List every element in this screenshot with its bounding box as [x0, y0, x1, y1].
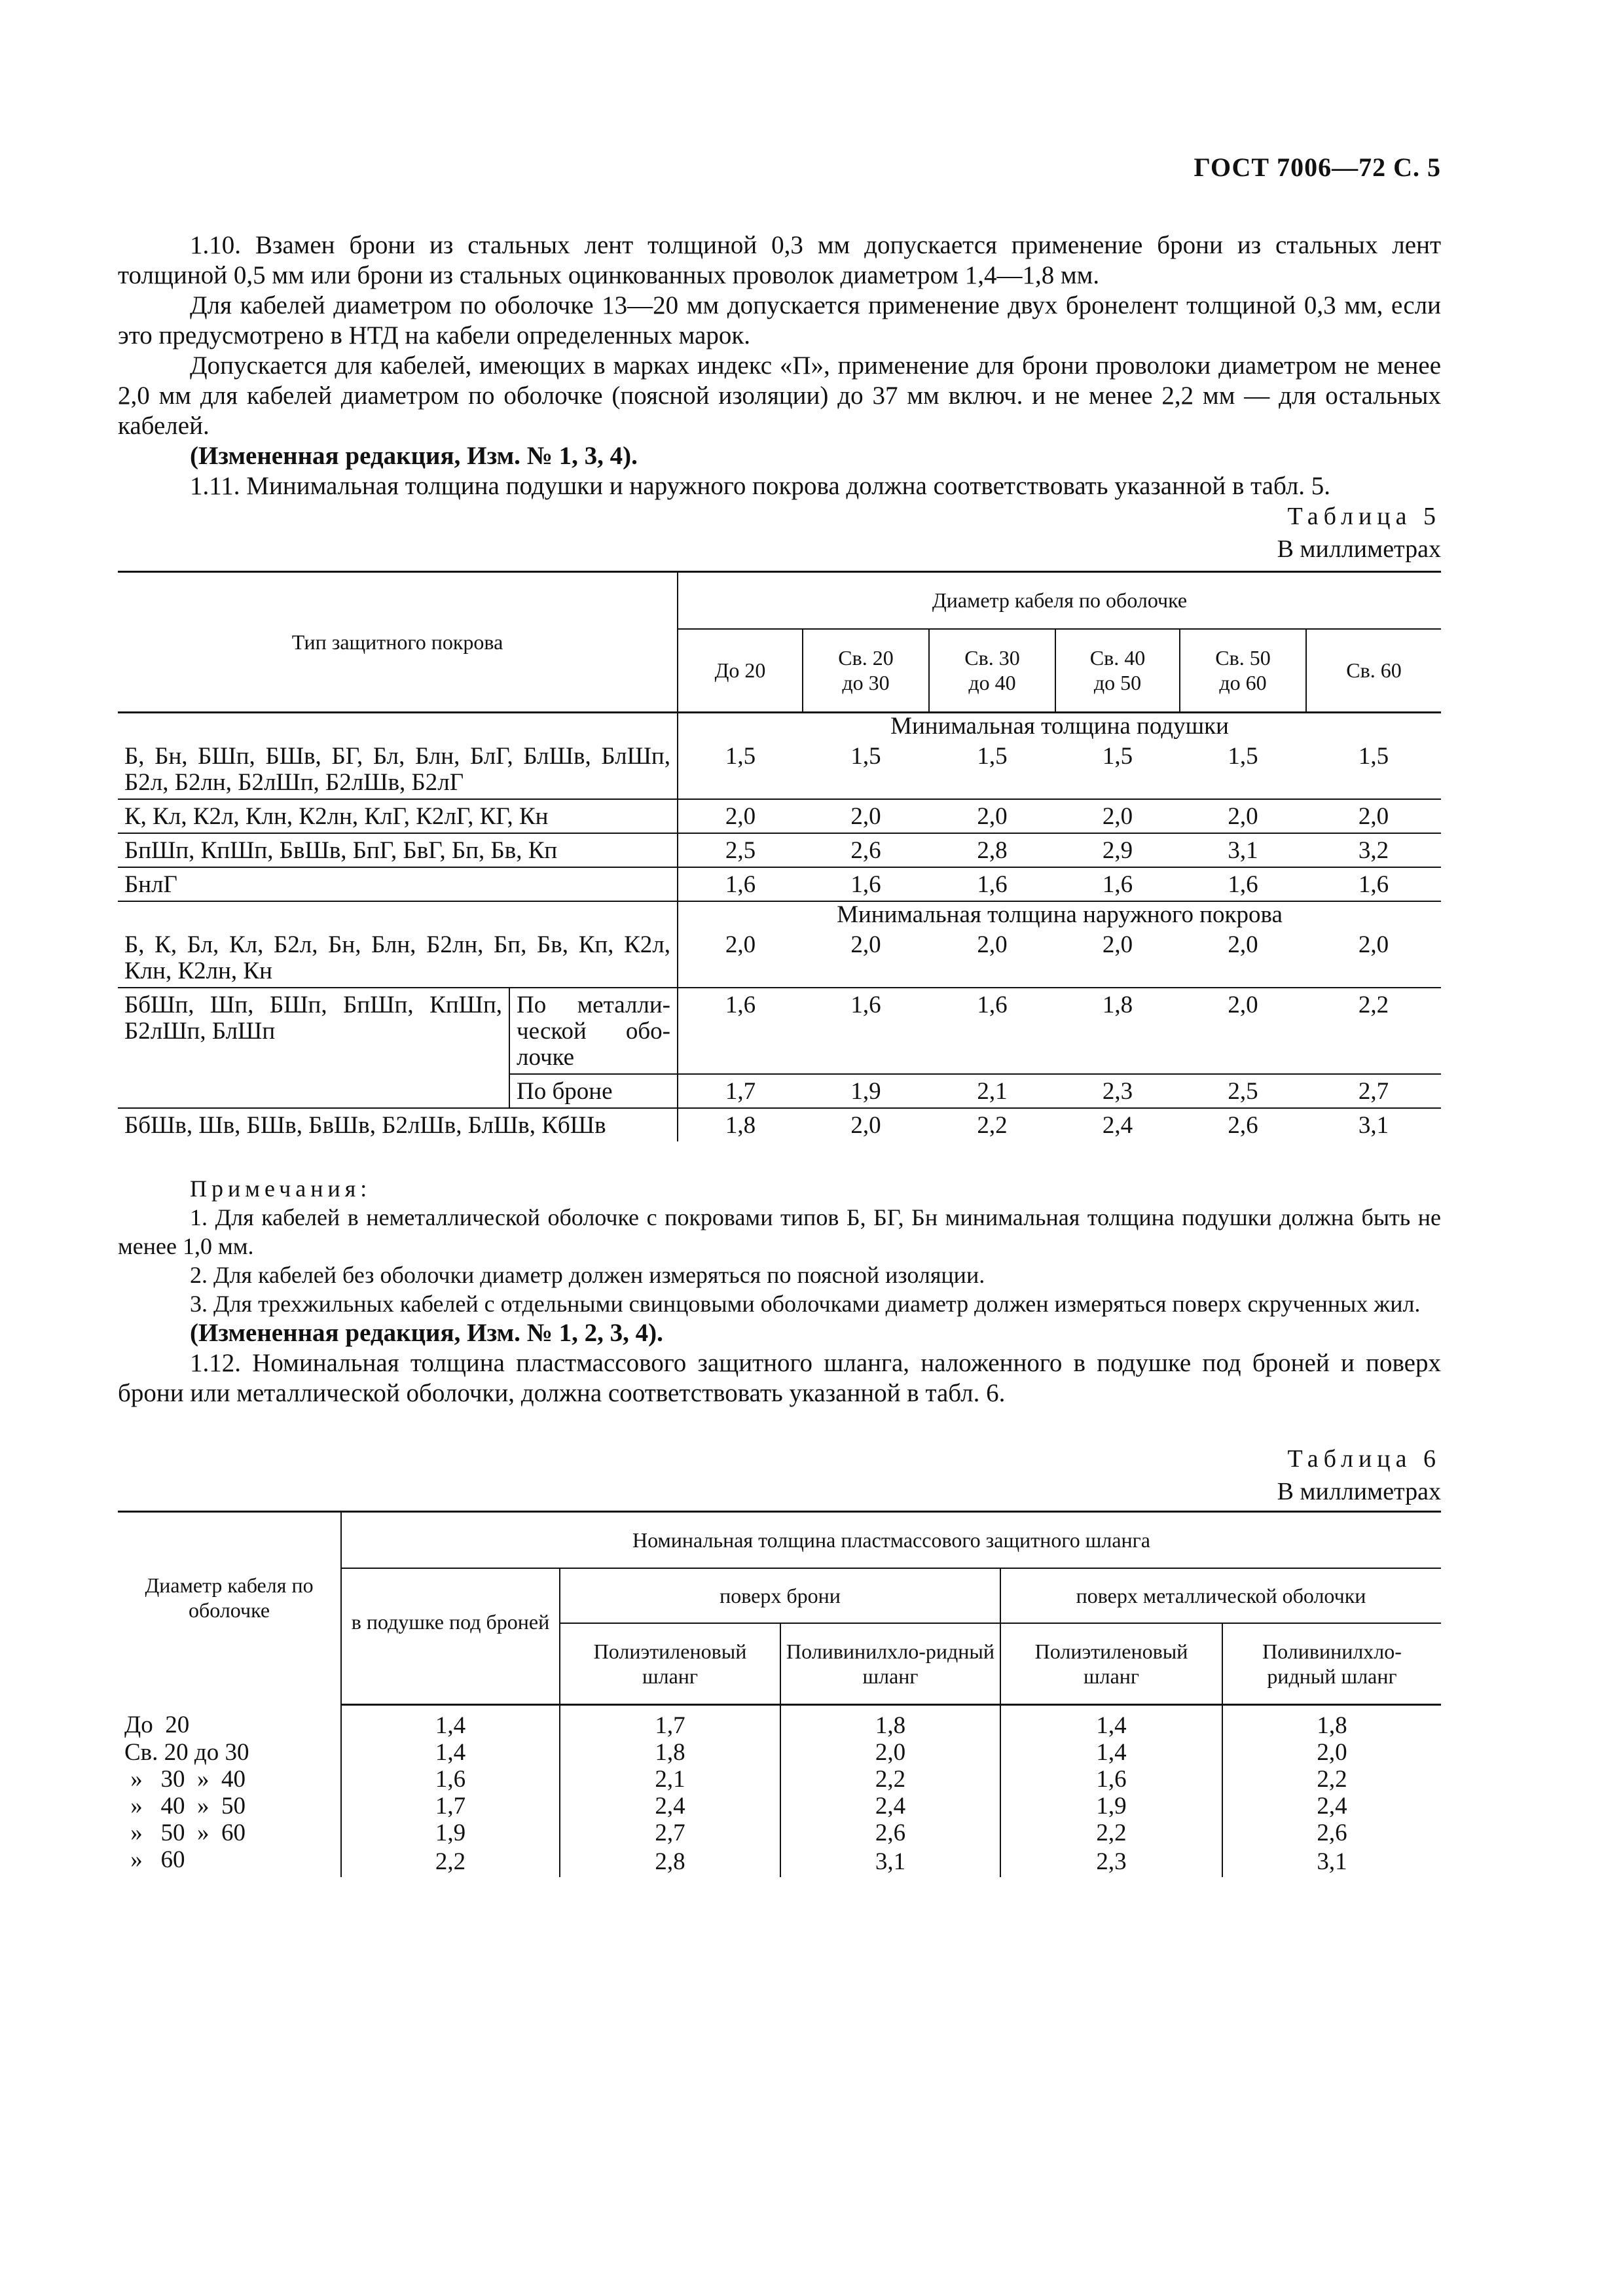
- table6-cell: 1,9: [1000, 1793, 1222, 1820]
- amendment-note-1: (Измененная редакция, Изм. № 1, 3, 4).: [190, 442, 638, 470]
- table6-cell: 2,4: [560, 1793, 780, 1820]
- table6-cell: 2,1: [560, 1766, 780, 1793]
- table5-cell: 2,3: [1102, 1078, 1133, 1105]
- table5-section-outer: Минимальная толщина наружного покрова: [678, 901, 1441, 928]
- paragraph-1-11: 1.11. Минимальная толщина подушки и наружного покрова должна соответствовать указанной в табл. 5.: [190, 472, 1331, 500]
- table5-row-subtype: По металли-ческой обо-лочке: [509, 988, 678, 1074]
- table6-units: В миллиметрах: [1277, 1478, 1441, 1505]
- table5-cell: 2,0: [977, 803, 1008, 830]
- table6-cell: 2,2: [780, 1766, 1000, 1793]
- table5-units: В миллиметрах: [1277, 535, 1441, 563]
- table6-header-armor: поверх брони: [560, 1568, 1000, 1623]
- table6-cell: 1,4: [341, 1705, 560, 1740]
- table5-cell: 3,1: [1228, 837, 1258, 864]
- table5-cell: 2,2: [977, 1112, 1008, 1139]
- table5-cell: 1,8: [678, 1108, 803, 1141]
- table-5: [118, 571, 1441, 1141]
- table5-cell: 2,5: [678, 833, 803, 867]
- table5-cell: 1,5: [977, 743, 1008, 770]
- table5-subheader: Св. 20 до 30: [803, 629, 929, 713]
- table5-cell: 3,1: [1358, 1112, 1389, 1139]
- table6-cell: 1,8: [780, 1705, 1000, 1740]
- table5-cell: 2,6: [1228, 1112, 1258, 1139]
- table5-cell: 1,8: [1102, 992, 1133, 1018]
- table5-cell: 1,6: [678, 867, 803, 901]
- table6-cell: 1,9: [341, 1820, 560, 1846]
- table5-cell: 1,6: [1102, 871, 1133, 898]
- table6-cell: 1,4: [1000, 1705, 1222, 1740]
- table5-cell: 1,7: [678, 1074, 803, 1108]
- table5-cell: 1,5: [1102, 743, 1133, 770]
- table6-cell: 2,0: [780, 1739, 1000, 1766]
- document-body: [118, 230, 1441, 1877]
- table6-subheader: Поливинилхло-ридный шланг: [780, 1623, 1000, 1705]
- table6-cell: 3,1: [1222, 1846, 1441, 1877]
- table5-cell: 2,0: [1228, 931, 1258, 958]
- table5-cell: 2,0: [977, 931, 1008, 958]
- table6-subheader: Полиэтиленовый шланг: [560, 1623, 780, 1705]
- table5-header-type: Тип защитного покрова: [118, 572, 678, 713]
- table5-cell: 2,0: [1102, 803, 1133, 830]
- table5-subheader: До 20: [678, 629, 803, 713]
- table6-header-metal: поверх металлической оболочки: [1000, 1568, 1441, 1623]
- table5-cell: 2,8: [977, 837, 1008, 864]
- table6-subheader: Полиэтиленовый шланг: [1000, 1623, 1222, 1705]
- table5-cell: 1,5: [1228, 743, 1258, 770]
- table6-header-diameter: Диаметр кабеля по оболочке: [118, 1512, 341, 1705]
- table6-subheader: Поливинилхло-ридный шланг: [1222, 1623, 1441, 1705]
- table5-cell: 1,6: [977, 992, 1008, 1018]
- table6-row-diameter: » 50 » 60: [124, 1820, 246, 1846]
- table6-cell: 1,4: [341, 1739, 560, 1766]
- table5-caption: Таблица 5: [1287, 503, 1441, 530]
- table5-subheader: Св. 40 до 50: [1055, 629, 1180, 713]
- table5-cell: 1,6: [977, 871, 1008, 898]
- table6-cell: 1,4: [1000, 1739, 1222, 1766]
- table5-cell: 2,0: [1358, 931, 1389, 958]
- note-item: 3. Для трехжильных кабелей с отдельными свинцовыми оболочками диаметр должен измеряться поверх скрученных жил.: [190, 1291, 1421, 1317]
- table5-cell: 2,0: [850, 931, 881, 958]
- table5-cell: 1,6: [850, 871, 881, 898]
- table5-row-type: Б, Бн, БШп, БШв, БГ, Бл, Блн, БлГ, БлШв, БлШп, Б2л, Б2лн, Б2лШп, Б2лШв, Б2лГ: [124, 743, 670, 796]
- paragraph-1-10: 1.10. Взамен брони из стальных лент толщиной 0,3 мм допускается применение брони из стальных лент толщиной 0,5 мм или брони из стальных оцинкованных проволок диаметром 1,4—1,8 мм.: [118, 231, 1441, 289]
- table6-row-diameter: » 40 » 50: [124, 1793, 246, 1820]
- table5-subheader: Св. 30 до 40: [929, 629, 1055, 713]
- table5-cell: 2,0: [1228, 803, 1258, 830]
- table5-row-type: БбШп, Шп, БШп, БпШп, КпШп, Б2лШп, БлШп: [118, 988, 509, 1108]
- table6-row-diameter: » 30 » 40: [124, 1766, 246, 1793]
- table6-cell: 2,6: [1222, 1820, 1441, 1846]
- table6-cell: 2,3: [1000, 1846, 1222, 1877]
- table6-cell: 1,8: [560, 1739, 780, 1766]
- table6-cell: 2,4: [780, 1793, 1000, 1820]
- table5-subheader: Св. 60: [1306, 629, 1441, 713]
- table6-cell: 1,7: [560, 1705, 780, 1740]
- table5-row-type: Б, К, Бл, Кл, Б2л, Бн, Блн, Б2лн, Бп, Бв, Кп, К2л, Клн, К2лн, Кн: [124, 931, 670, 984]
- table5-row-type: БнлГ: [124, 871, 177, 898]
- table5-cell: 2,4: [1102, 1112, 1133, 1139]
- table6-cell: 2,2: [1000, 1820, 1222, 1846]
- table5-cell: 2,7: [1358, 1078, 1389, 1105]
- amendment-note-2: (Измененная редакция, Изм. № 1, 2, 3, 4).: [190, 1319, 663, 1347]
- table6-cell: 1,7: [341, 1793, 560, 1820]
- table5-cell: 1,6: [678, 988, 803, 1074]
- table5-row-subtype: По броне: [509, 1074, 678, 1108]
- table5-cell: 2,0: [678, 799, 803, 833]
- table6-cell: 1,6: [341, 1766, 560, 1793]
- table5-cell: 1,6: [1358, 871, 1389, 898]
- table5-cell: 2,2: [1358, 992, 1389, 1018]
- table6-row-diameter: Св. 20 до 30: [124, 1739, 249, 1766]
- table6-cell: 2,0: [1222, 1739, 1441, 1766]
- table6-cell: 3,1: [780, 1846, 1000, 1877]
- table-6: [118, 1511, 1441, 1877]
- table5-cell: 1,5: [850, 743, 881, 770]
- table5-row-type: БпШп, КпШп, БвШв, БпГ, БвГ, Бп, Бв, Кп: [124, 837, 558, 864]
- table6-cell: 2,8: [560, 1846, 780, 1877]
- table5-cell: 3,2: [1358, 837, 1389, 864]
- paragraph-1-12: 1.12. Номинальная толщина пластмассового защитного шланга, наложенного в подушке под броней и поверх брони или металлической оболочки, должна соответствовать указанной в табл. 6.: [118, 1349, 1441, 1407]
- table6-header-nominal: Номинальная толщина пластмассового защитного шланга: [341, 1512, 1441, 1569]
- table6-cell: 2,6: [780, 1820, 1000, 1846]
- table6-caption: Таблица 6: [1287, 1445, 1441, 1473]
- table5-header-diameter: Диаметр кабеля по оболочке: [678, 572, 1441, 629]
- table5-cell: 2,0: [1102, 931, 1133, 958]
- paragraph-1-10-b: Для кабелей диаметром по оболочке 13—20 мм допускается применение двух бронелент толщиной 0,3 мм, если это предусмотрено в НТД на кабели определенных марок.: [118, 291, 1441, 350]
- table5-row-type: К, Кл, К2л, Клн, К2лн, КлГ, К2лГ, КГ, Кн: [124, 803, 549, 830]
- table5-cell: 1,6: [850, 992, 881, 1018]
- table5-subheader: Св. 50 до 60: [1180, 629, 1306, 713]
- table5-cell: 2,9: [1102, 837, 1133, 864]
- table5-cell: 2,1: [977, 1078, 1008, 1105]
- table5-cell: 2,5: [1228, 1078, 1258, 1105]
- notes-title: Примечания:: [190, 1175, 372, 1202]
- table5-cell: 2,0: [850, 1112, 881, 1139]
- table5-cell: 2,0: [678, 928, 803, 988]
- table6-cell: 2,4: [1222, 1793, 1441, 1820]
- table6-row-diameter: » 60: [124, 1846, 185, 1873]
- table5-cell: 2,6: [850, 837, 881, 864]
- notes: [118, 1174, 1441, 1318]
- table5-cell: 1,5: [678, 740, 803, 799]
- table5-row-type: БбШв, Шв, БШв, БвШв, Б2лШв, БлШв, КбШв: [124, 1112, 606, 1139]
- table5-cell: 1,6: [1228, 871, 1258, 898]
- table5-cell: 1,9: [850, 1078, 881, 1105]
- table6-cell: 2,2: [1222, 1766, 1441, 1793]
- table6-cell: 2,2: [341, 1846, 560, 1877]
- table5-cell: 1,5: [1358, 743, 1389, 770]
- paragraph-1-10-c: Допускается для кабелей, имеющих в марках индекс «П», применение для брони проволоки диаметром не менее 2,0 мм для кабелей диаметром по оболочке (поясной изоляции) до 37 мм включ. и не менее 2,2 мм — для остальных кабелей.: [118, 351, 1441, 440]
- note-item: 1. Для кабелей в неметаллической оболочке с покровами типов Б, БГ, Бн минимальная толщина подушки должна быть не менее 1,0 мм.: [118, 1204, 1441, 1259]
- table6-header-cushion: в подушке под броней: [341, 1568, 560, 1705]
- table6-row-diameter: До 20: [124, 1712, 190, 1739]
- note-item: 2. Для кабелей без оболочки диаметр должен измеряться по поясной изоляции.: [190, 1262, 985, 1288]
- page-header: ГОСТ 7006—72 С. 5: [1194, 152, 1441, 182]
- table6-cell: 2,7: [560, 1820, 780, 1846]
- table5-cell: 2,0: [850, 803, 881, 830]
- table5-section-cushion: Минимальная толщина подушки: [678, 713, 1441, 740]
- table6-cell: 1,8: [1222, 1705, 1441, 1740]
- table6-cell: 1,6: [1000, 1766, 1222, 1793]
- table5-cell: 2,0: [1228, 992, 1258, 1018]
- table5-cell: 2,0: [1358, 803, 1389, 830]
